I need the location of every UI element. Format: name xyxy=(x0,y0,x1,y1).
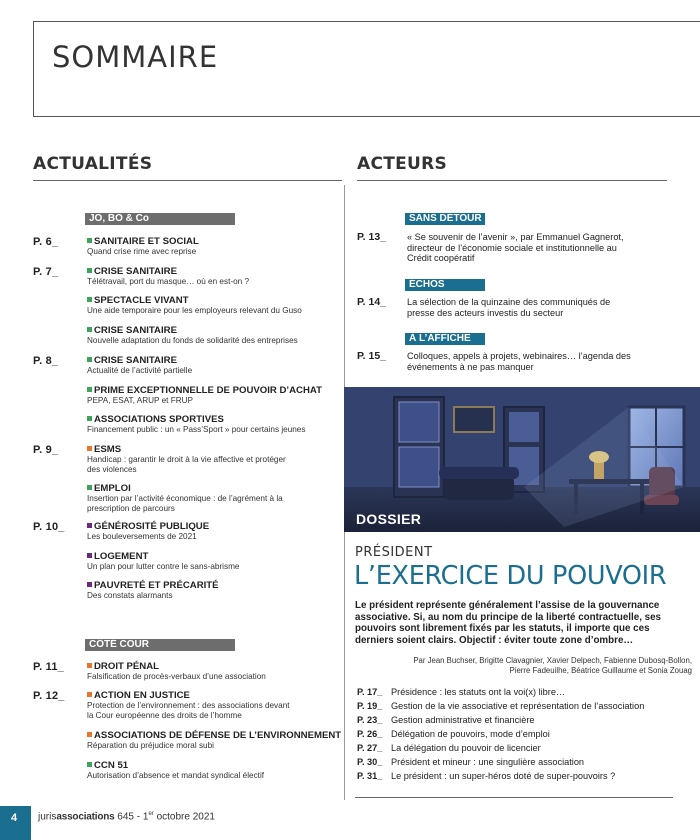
green-square-icon xyxy=(87,327,92,332)
page-number: P. 14_ xyxy=(357,296,387,308)
list-item[interactable]: CRISE SANITAIRE Télétravail, port du masque… où en est-on ? xyxy=(87,266,250,286)
dossier-item[interactable]: P. 19_ Gestion de la vie associative et représentation de l’association xyxy=(357,701,645,711)
green-square-icon xyxy=(87,762,92,767)
section-label-echos: ÉCHOS xyxy=(405,279,485,291)
page-number: P. 12_ xyxy=(33,690,65,702)
orange-square-icon xyxy=(87,732,92,737)
list-item[interactable]: PRIME EXCEPTIONNELLE DE POUVOIR D’ACHAT PEPA, ESAT, ARUP et FRUP xyxy=(87,385,322,405)
list-item[interactable]: EMPLOI Insertion par l’activité économique : de l’agrément à la prescription de parcours xyxy=(87,483,283,513)
list-item[interactable]: ASSOCIATIONS DE DÉFENSE DE L’ENVIRONNEMENT Réparation du préjudice moral subi xyxy=(87,730,342,750)
page-number: P. 9_ xyxy=(33,444,59,456)
acteurs-heading: ACTEURS xyxy=(357,154,448,174)
list-item[interactable]: GÉNÉROSITÉ PUBLIQUE Les bouleversements de 2021 xyxy=(87,521,210,541)
orange-square-icon xyxy=(87,692,92,697)
list-item[interactable]: Colloques, appels à projets, webinaires… l’agenda des événements à ne pas manquer xyxy=(407,351,631,372)
green-square-icon xyxy=(87,357,92,362)
list-item[interactable]: LOGEMENT Un plan pour lutter contre le sans-abrisme xyxy=(87,551,240,571)
dossier-title[interactable]: L’EXERCICE DU POUVOIR xyxy=(354,561,667,591)
list-item[interactable]: CRISE SANITAIRE Actualité de l’activité partielle xyxy=(87,355,193,375)
dossier-rule xyxy=(355,797,673,798)
purple-square-icon xyxy=(87,523,92,528)
page-title: SOMMAIRE xyxy=(52,40,219,74)
actualites-heading: ACTUALITÉS xyxy=(33,154,153,174)
dossier-item[interactable]: P. 23_ Gestion administrative et financière xyxy=(357,715,535,725)
orange-square-icon xyxy=(87,663,92,668)
page-number: P. 8_ xyxy=(33,355,59,367)
green-square-icon xyxy=(87,485,92,490)
list-item[interactable]: DROIT PÉNAL Falsification de procès-verbaux d’une association xyxy=(87,661,266,681)
footer-publication: jurisassociations 645 - 1er octobre 2021 xyxy=(38,811,215,823)
green-square-icon xyxy=(87,387,92,392)
actualites-rule xyxy=(33,180,342,181)
section-label-a-laffiche: À L’AFFICHE xyxy=(405,333,485,345)
orange-square-icon xyxy=(87,446,92,451)
list-item[interactable]: ASSOCIATIONS SPORTIVES Financement public : un « Pass’Sport » pour certains jeunes xyxy=(87,414,306,434)
dossier-item[interactable]: P. 27_ La délégation du pouvoir de licencier xyxy=(357,743,541,753)
dossier-item[interactable]: P. 30_ Président et mineur : une singulière association xyxy=(357,757,585,767)
list-item[interactable]: « Se souvenir de l’avenir », par Emmanuel Gagnerot, directeur de l’économie sociale et institutionnelle au Crédit coopératif xyxy=(407,232,624,263)
green-square-icon xyxy=(87,268,92,273)
list-item[interactable]: ACTION EN JUSTICE Protection de l’environnement : des associations devant la Cour européenne des droits de l’homme xyxy=(87,690,290,720)
list-item[interactable]: PAUVRETÉ ET PRÉCARITÉ Des constats alarmants xyxy=(87,580,219,600)
page-number: P. 15_ xyxy=(357,350,387,362)
section-label-sans-detour: SANS DÉTOUR xyxy=(405,213,485,225)
list-item[interactable]: ESMS Handicap : garantir le droit à la vie affective et protéger des violences xyxy=(87,444,286,474)
list-item[interactable]: CCN 51 Autorisation d’absence et mandat syndical électif xyxy=(87,760,265,780)
list-item[interactable]: SPECTACLE VIVANT Une aide temporaire pour les employeurs relevant du Guso xyxy=(87,295,302,315)
list-item[interactable]: SANITAIRE ET SOCIAL Quand crise rime avec reprise xyxy=(87,236,199,256)
acteurs-rule xyxy=(357,180,667,181)
dossier-item[interactable]: P. 26_ Délégation de pouvoirs, mode d’emploi xyxy=(357,729,550,739)
page-number: P. 6_ xyxy=(33,236,59,248)
purple-square-icon xyxy=(87,582,92,587)
footer-page-number: 4 xyxy=(0,806,31,840)
dossier-authors: Par Jean Buchser, Brigitte Clavagnier, Xavier Delpech, Fabienne Dubosq-Bollon, Pierre Fadeuilhe, Béatrice Guillaume et Sonia Zouag xyxy=(413,656,692,675)
green-square-icon xyxy=(87,297,92,302)
section-label-jo-bo: JO, BO & Co xyxy=(85,213,235,225)
list-item[interactable]: CRISE SANITAIRE Nouvelle adaptation du fonds de solidarité des entreprises xyxy=(87,325,298,345)
purple-square-icon xyxy=(87,553,92,558)
green-square-icon xyxy=(87,238,92,243)
list-item[interactable]: La sélection de la quinzaine des communiqués de presse des acteurs investis du secteur xyxy=(407,297,611,318)
page-number: P. 11_ xyxy=(33,661,64,673)
page-number: P. 7_ xyxy=(33,266,59,278)
dossier-item[interactable]: P. 17_ Présidence : les statuts ont la voi(x) libre… xyxy=(357,687,566,697)
dossier-label: DOSSIER xyxy=(356,511,422,527)
green-square-icon xyxy=(87,416,92,421)
page-number: P. 10_ xyxy=(33,521,65,533)
page-number: P. 13_ xyxy=(357,231,387,243)
dossier-intro: Le président représente généralement l’assise de la gouvernance associative. Si, au nom du principe de la liberté contractuelle, ses pouvoirs sont librement fixés par les statuts, il importe que ces derniers soient clairs. Objectif : éviter toute zone d’ombre… xyxy=(355,600,661,646)
section-label-cote-cour: CÔTÉ COUR xyxy=(85,639,235,651)
dossier-item[interactable]: P. 31_ Le président : un super-héros doté de super-pouvoirs ? xyxy=(357,771,616,781)
dossier-kicker: PRÉSIDENT xyxy=(355,545,433,560)
